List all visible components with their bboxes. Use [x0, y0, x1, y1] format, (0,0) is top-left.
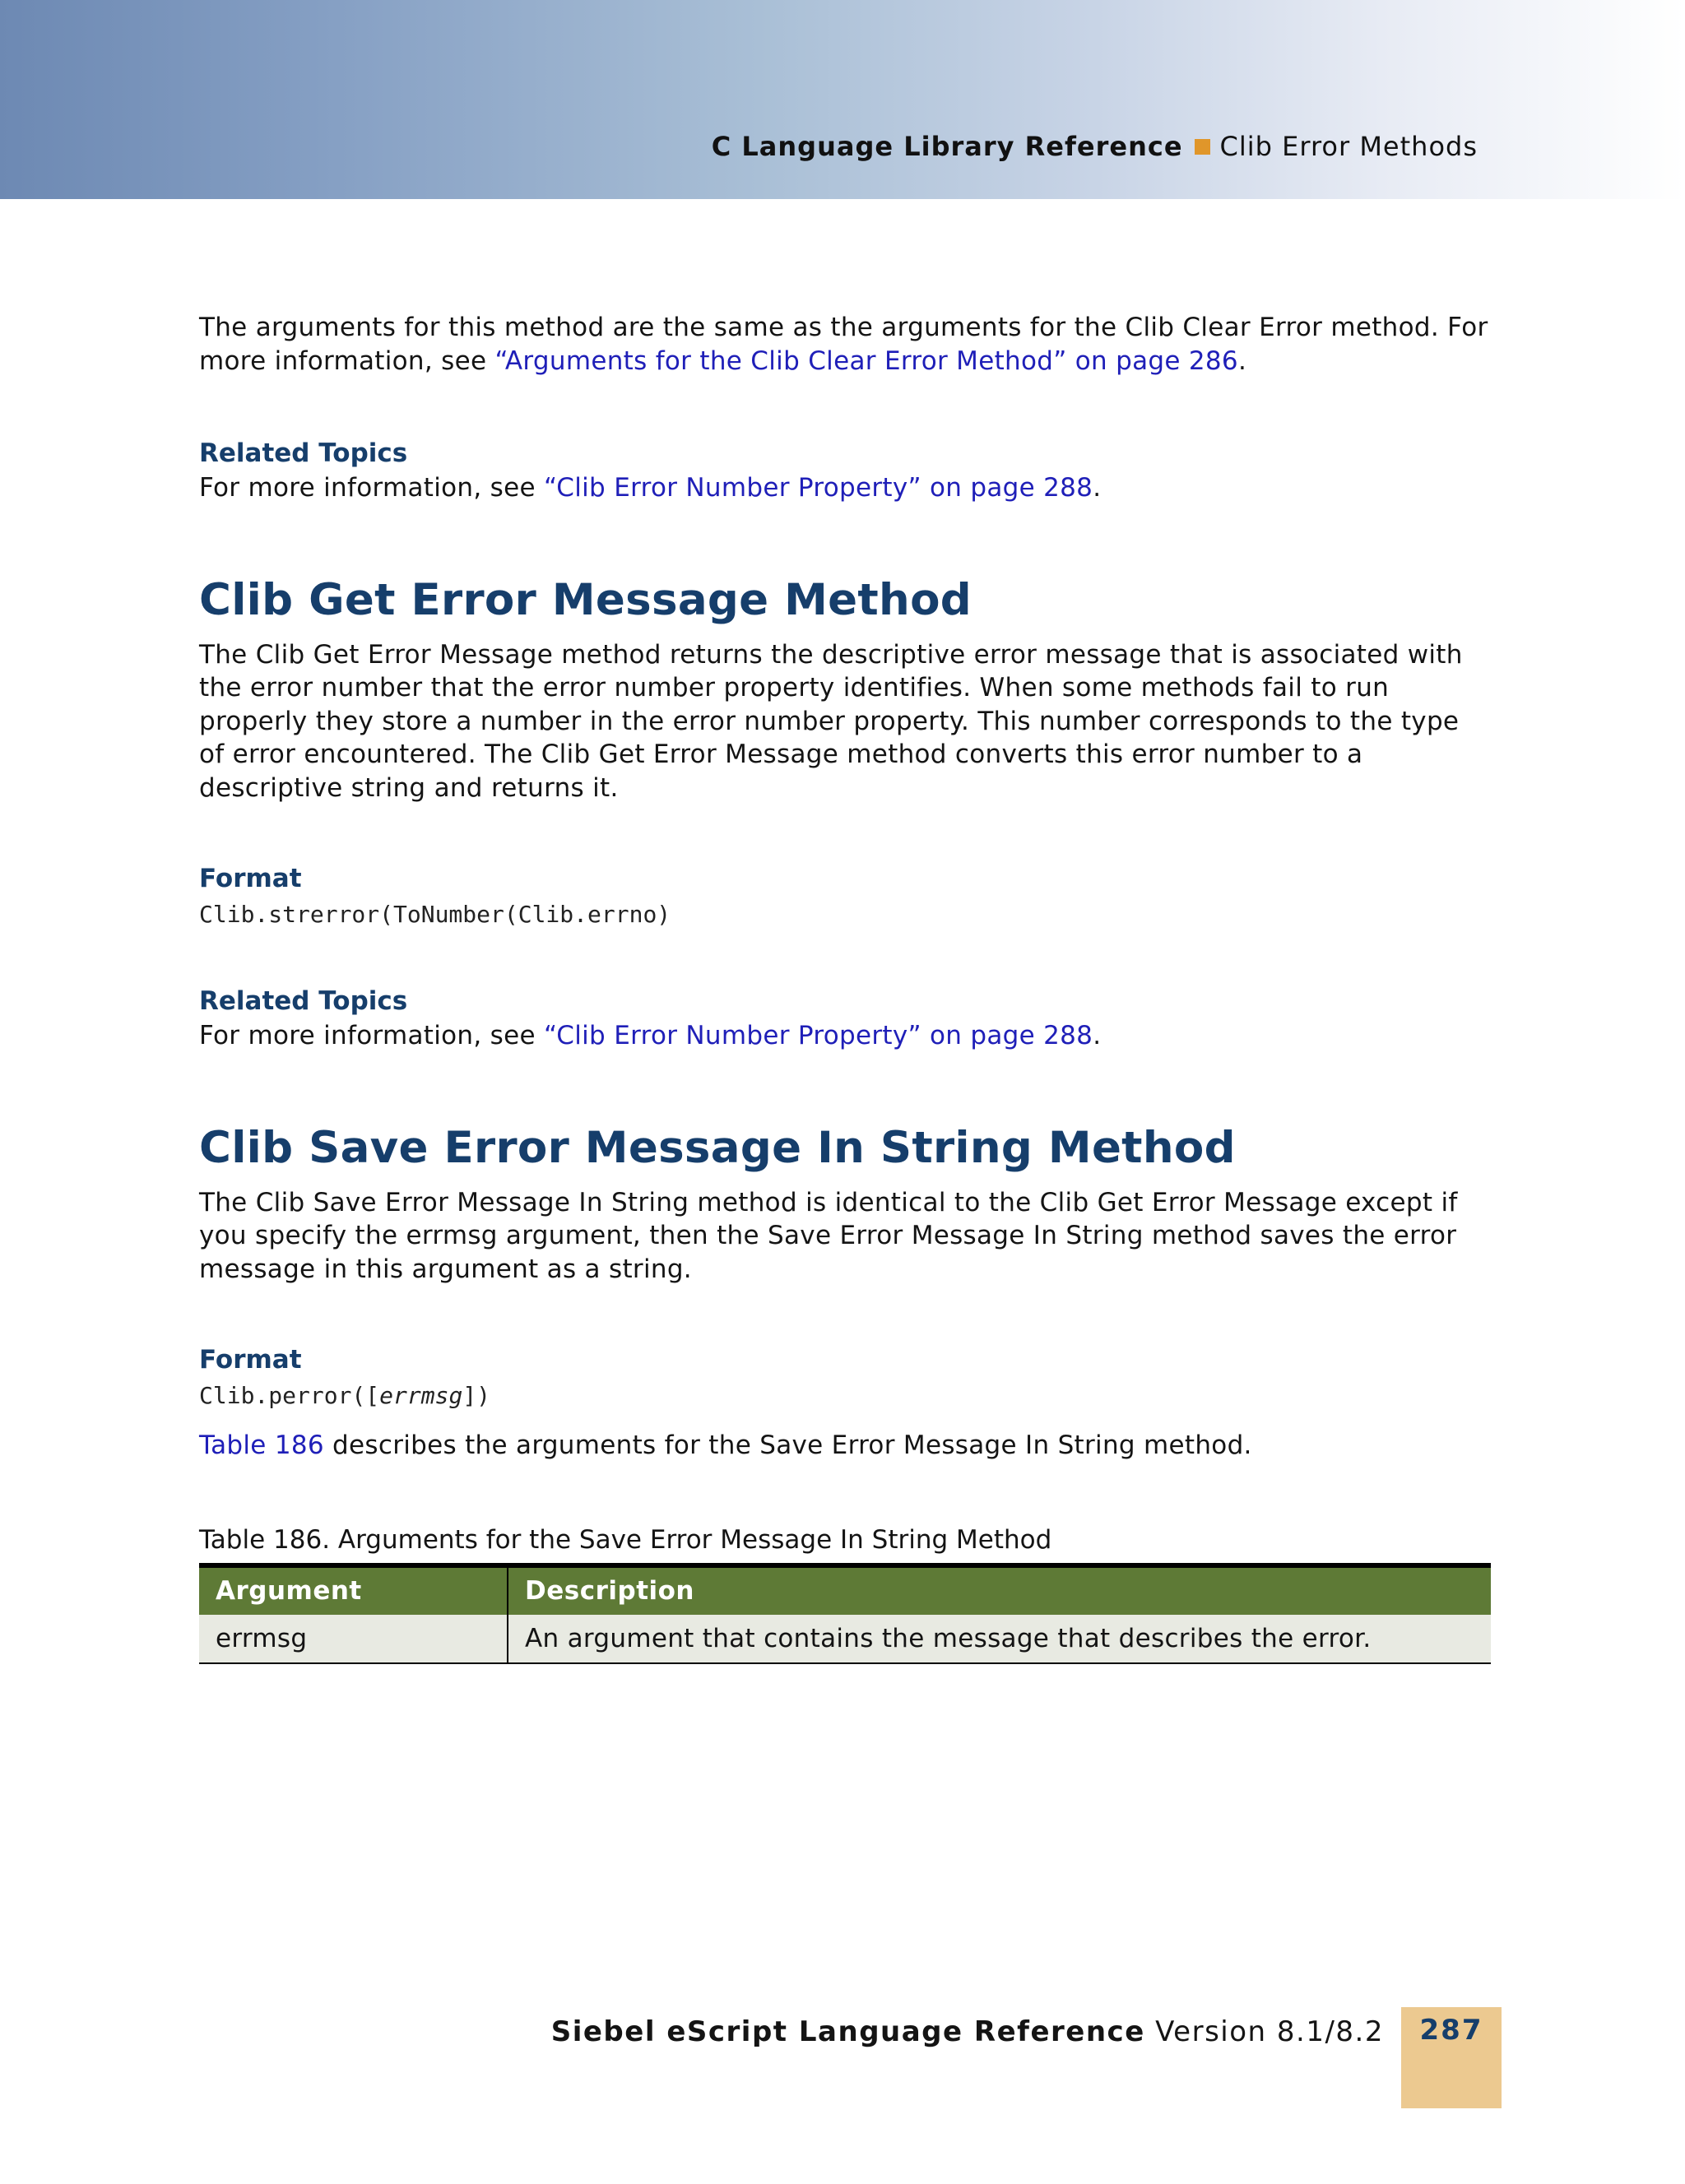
square-bullet-icon	[1195, 139, 1210, 155]
table-reference-text: describes the arguments for the Save Error Message In String method.	[323, 1430, 1252, 1460]
book-version: Version 8.1/8.2	[1155, 2015, 1384, 2048]
footer-book-title	[551, 2014, 1384, 2050]
get-error-message-title: Clib Get Error Message Method	[199, 574, 972, 625]
chapter-title: C Language Library Reference	[711, 131, 1183, 162]
perror-format-code	[199, 1379, 1491, 1412]
related-topics-heading: Related Topics	[199, 438, 408, 468]
book-title: Siebel eScript Language Reference	[550, 2015, 1145, 2048]
error-number-property-link[interactable]: “Clib Error Number Property” on page 288	[544, 1021, 1093, 1050]
related-topics-paragraph	[199, 471, 1491, 505]
code-prefix: Clib.perror([	[199, 1382, 380, 1409]
code-suffix: ])	[462, 1382, 491, 1409]
related-text: For more information, see	[199, 473, 545, 503]
argument-cell: errmsg	[199, 1615, 508, 1663]
page-number: 287	[1419, 2014, 1483, 2047]
table-row	[199, 1615, 1491, 1663]
error-number-property-link[interactable]: “Clib Error Number Property” on page 288	[544, 473, 1093, 503]
page-content	[199, 311, 1491, 1664]
intro-paragraph	[199, 311, 1491, 378]
column-header-argument: Argument	[199, 1565, 508, 1615]
table-header-row	[199, 1565, 1491, 1615]
intro-text: The arguments for this method are the same as the arguments for the Clib Clear Error method. For more information, see	[199, 313, 1488, 376]
format-heading: Format	[199, 1345, 302, 1375]
header-band	[0, 0, 1685, 199]
section-name: Clib Error Methods	[1219, 131, 1478, 162]
related-end: .	[1093, 473, 1102, 503]
table-reference-paragraph	[199, 1429, 1491, 1463]
table-186-link[interactable]: Table 186	[199, 1430, 324, 1460]
description-cell: An argument that contains the message that describes the error.	[508, 1615, 1491, 1663]
save-error-message-title: Clib Save Error Message In String Method	[199, 1122, 1236, 1173]
format-heading: Format	[199, 864, 302, 893]
arguments-table	[199, 1563, 1491, 1664]
column-header-description: Description	[508, 1565, 1491, 1615]
related-topics-heading: Related Topics	[199, 986, 408, 1016]
page-number-box	[1401, 2007, 1502, 2108]
intro-end: .	[1237, 345, 1247, 376]
clear-error-args-link[interactable]: “Arguments for the Clib Clear Error Method” on page 286	[494, 345, 1238, 376]
get-error-message-description: The Clib Get Error Message method returns the descriptive error message that is associated with the error number that the error number property identifies. When some methods fail to run properly they store a number in the error number property. This number corresponds to the type of error encountered. The Clib Get Error Message method converts this error number to a descriptive string and returns it.	[199, 639, 1463, 803]
save-error-message-description: The Clib Save Error Message In String method is identical to the Clib Get Error Message except if you specify the errmsg argument, then the Save Error Message In String method saves the error message in this argument as a string.	[199, 1187, 1458, 1284]
related-end: .	[1093, 1021, 1102, 1050]
strerror-format-code: Clib.strerror(ToNumber(Clib.errno)	[199, 901, 671, 928]
table-caption: Table 186. Arguments for the Save Error Message In String Method	[199, 1524, 1052, 1555]
code-argument: errmsg	[379, 1382, 463, 1409]
related-topics-paragraph	[199, 1019, 1491, 1053]
running-head	[712, 130, 1478, 163]
related-text: For more information, see	[199, 1021, 545, 1050]
